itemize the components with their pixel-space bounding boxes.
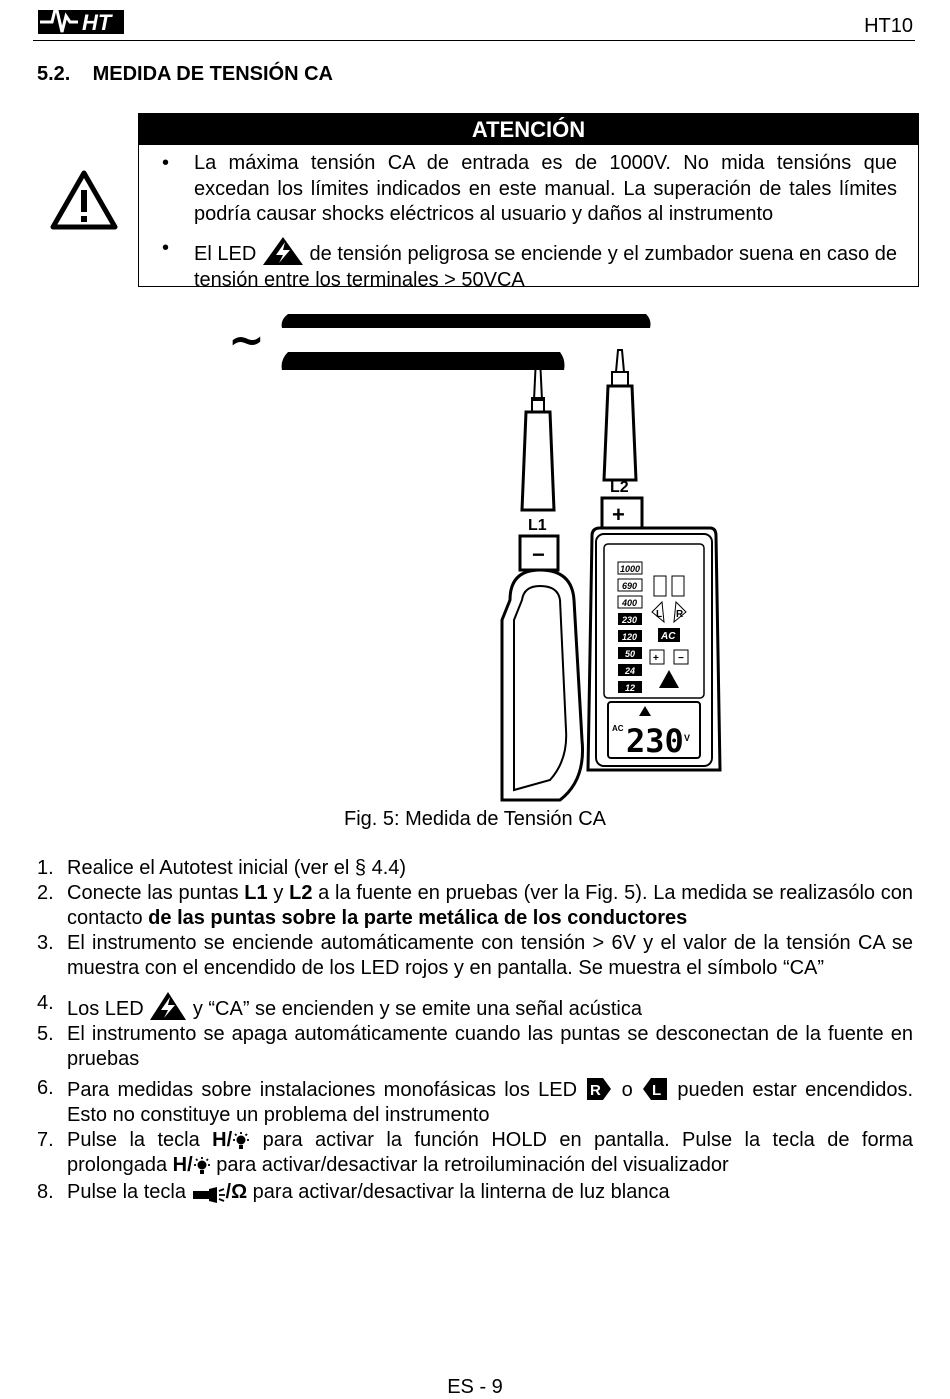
section-title — [37, 63, 333, 86]
right-phase-led-icon — [585, 1076, 613, 1102]
lcd-display — [608, 702, 700, 760]
svg-text:HT: HT — [82, 10, 112, 35]
warning-title: ATENCIÓN — [139, 114, 918, 145]
svg-text:1000: 1000 — [620, 564, 641, 574]
step-5: 5. El instrumento se apaga automáticamente cuando las puntas se desconectan de la fuente en pruebas — [37, 1023, 913, 1070]
warning-item-1 — [162, 151, 897, 228]
warning-text-2b: de tensión peligrosa se enciende y el zumbador suena en caso de tensión entre los terminales > 50VCA — [194, 243, 898, 291]
danger-voltage-led-icon — [149, 991, 187, 1021]
svg-text:R: R — [590, 1082, 602, 1099]
conductor-bottom — [282, 352, 565, 370]
ht-logo — [38, 2, 128, 36]
svg-text:AC: AC — [612, 724, 624, 733]
svg-text:AC: AC — [661, 631, 676, 642]
svg-text:L: L — [656, 609, 663, 620]
svg-text:50: 50 — [625, 649, 636, 659]
figure-caption: Fig. 5: Medida de Tensión CA — [343, 808, 606, 830]
section-number: 5.2. — [37, 63, 71, 85]
svg-text:L: L — [652, 1082, 662, 1099]
conductor-top — [282, 314, 651, 328]
step-7: 7. Pulse la tecla H/ para activar la función HOLD en pantalla. Pulse la tecla de forma prolongada H/ para activar/desactivar la retroiluminación del visualizador — [37, 1129, 914, 1176]
svg-text:120: 120 — [622, 632, 638, 642]
left-phase-led-icon — [641, 1076, 669, 1102]
svg-text:690: 690 — [622, 581, 638, 591]
svg-text:R: R — [676, 609, 684, 620]
warning-box — [138, 113, 919, 291]
svg-text:230: 230 — [626, 722, 684, 760]
step-6: 6. Para medidas sobre instalaciones monofásicas los LED R o L pueden estar encendidos. Esto no constituye un problema del instrumento — [37, 1077, 913, 1126]
bullet: • — [162, 237, 170, 259]
svg-text:12: 12 — [625, 683, 636, 693]
svg-text:V: V — [684, 733, 691, 743]
danger-voltage-led-icon — [262, 236, 304, 266]
svg-text:L1: L1 — [528, 517, 547, 534]
section-heading: MEDIDA DE TENSIÓN CA — [92, 63, 333, 85]
step-8: 8. Pulse la tecla /Ω para activar/desactivar la linterna de luz blanca — [37, 1181, 670, 1203]
measurement-figure — [210, 300, 730, 810]
probe-l1 — [502, 358, 583, 800]
step-4: 4. Los LED y “CA” se encienden y se emite una señal acústica — [37, 992, 642, 1020]
svg-text:−: − — [678, 653, 684, 664]
backlight-bulb-icon — [193, 1157, 211, 1177]
procedure-steps — [37, 856, 913, 1205]
svg-text:−: − — [532, 542, 545, 567]
backlight-bulb-icon — [232, 1132, 250, 1152]
warning-text-1: La máxima tensión CA de entrada es de 1000V. No mida tensións que excedan los límites indicados en este manual. La superación de tales límites podría causar shocks eléctricos al usuario y daños al instrumento — [194, 152, 897, 225]
flashlight-icon — [192, 1186, 226, 1204]
warning-item-2 — [162, 236, 898, 293]
svg-text:+: + — [612, 502, 625, 527]
svg-text:L2: L2 — [610, 479, 629, 496]
svg-text:230: 230 — [622, 615, 638, 625]
warning-triangle-icon — [50, 170, 118, 230]
svg-text:400: 400 — [622, 598, 638, 608]
step-2: 2. Conecte las puntas L1 y L2 a la fuente en pruebas (ver la Fig. 5). La medida se realizasólo con contacto de las puntas sobre la parte metálica de los conductores — [37, 882, 913, 929]
model-name: HT10 — [864, 15, 913, 37]
step-3: 3. El instrumento se enciende automáticamente con tensión > 6V y el valor de la tensión CA se muestra con el encendido de los LED rojos y en pantalla. Se muestra el símbolo “CA” — [37, 932, 913, 979]
svg-text:+: + — [653, 653, 659, 664]
svg-text:24: 24 — [625, 666, 636, 676]
bullet: • — [162, 152, 170, 174]
step-1: 1. Realice el Autotest inicial (ver el § 4.4) — [37, 857, 407, 879]
warning-text-2a: El LED — [194, 243, 257, 265]
header-rule — [33, 40, 915, 41]
page-number: ES - 9 — [447, 1376, 503, 1398]
ac-tilde: ~ — [228, 315, 265, 366]
